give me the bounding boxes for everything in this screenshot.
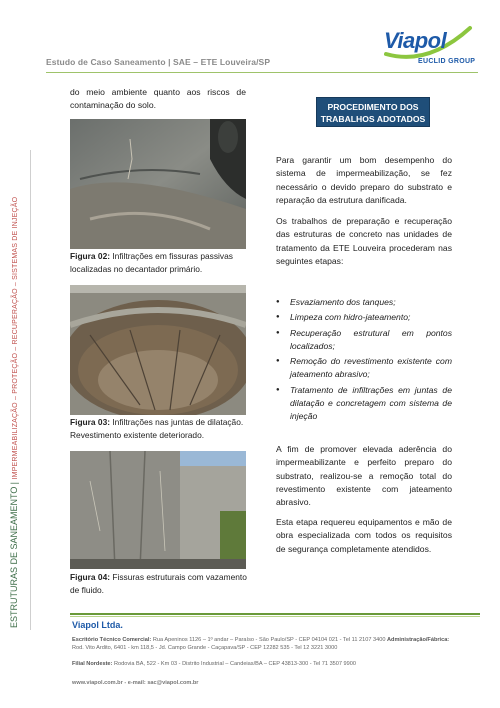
footer-divider-light [70,616,480,617]
viapol-logo [378,20,478,76]
list-item: ● Esvaziamento dos tanques; [276,296,452,309]
document-header-title: Estudo de Caso Saneamento | SAE – ETE Louveira/SP [46,57,271,67]
sidebar-divider [30,150,31,630]
paragraph-4: Esta etapa requereu equipamentos e mão de obra especializada com todos os requisitos de segurança completamente atendidos. [276,517,452,554]
section-heading-line2: TRABALHOS ADOTADOS [320,114,426,124]
footer-website-email[interactable]: www.viapol.com.br - e-mail: sac@viapol.com.br [72,680,199,686]
footer-address-line-2: Rod. Vito Ardito, 6401 - km 118,5 - Jd. Campo Grande - Caçapava/SP - CEP 12282 535 - Tel 12 3221 3000 [72,645,338,651]
footer-office-label: Escritório Técnico Comercial: [72,637,152,643]
header-divider [46,72,478,73]
list-item: ● Recuperação estrutural em pontos localizados; [276,327,452,354]
figure-03-text: Infiltrações nas juntas de dilatação. Revestimento existente deteriorado. [70,417,244,440]
list-item: ● Limpeza com hidro-jateamento; [276,311,452,324]
figure-02-text: Infiltrações em fissuras passivas localizadas no decantador primário. [70,251,233,274]
footer-address-line-1 [72,637,449,645]
sidebar-main-text: ESTRUTURAS DE SANEAMENTO [9,486,19,628]
paragraph-2: Os trabalhos de preparação e recuperação das estruturas de concreto nas unidades de tratamento da ETE Louveira procederam nas seguintes etapas: [276,216,452,266]
figure-02-photo [70,119,246,249]
footer-office-address: Rua Apeninos 1126 – 1º andar – Paraíso - São Paulo/SP - CEP 04104 021 - Tel 11 2107 3400 [152,637,386,643]
figure-03-label: Figura 03: [70,417,111,427]
figure-04-photo [70,451,246,569]
section-heading-line1: PROCEDIMENTO DOS [327,102,419,112]
footer-factory-label: Administração/Fábrica: [387,637,450,643]
logo-brand: Viapol [384,28,447,53]
sidebar-vertical-title: ESTRUTURAS DE SANEAMENTO | IMPERMEABILIZAÇÃO – PROTEÇÃO – RECUPERAÇÃO – SISTEMAS DE INJEÇÃO [9,196,19,628]
figure-02-caption [70,250,248,275]
list-item: ● Remoção do revestimento existente com jateamento abrasivo; [276,355,452,382]
procedure-steps-list [276,296,452,426]
section-heading-box [316,97,430,127]
footer-branch-address: Rodovia BA, 522 - Km 03 - Distrito Industrial – Candeias/BA – CEP 43813-300 - Tel 71 3507 9900 [113,661,357,667]
footer-branch-label: Filial Nordeste: [72,661,113,667]
footer-company-name: Viapol Ltda. [72,620,123,630]
figure-03-caption [70,416,248,441]
logo-subtitle: EUCLID GROUP [418,58,476,65]
sidebar-sub-text: IMPERMEABILIZAÇÃO – PROTEÇÃO – RECUPERAÇÃO – SISTEMAS DE INJEÇÃO [12,196,19,480]
paragraph-1: Para garantir um bom desempenho do sistema de impermeabilização, se fez necessário o devido preparo do substrato e reparação da estrutura danificada. [276,155,452,205]
footer-address-line-3 [72,661,356,669]
figure-02-label: Figura 02: [70,251,111,261]
figure-03-photo [70,285,246,415]
figure-04-label: Figura 04: [70,572,111,582]
list-item: ● Tratamento de infiltrações em juntas de dilatação e concretagem com sistema de injeção [276,384,452,424]
footer-divider [70,613,480,615]
figure-04-text: Fissuras estruturais com vazamento de fluido. [70,572,247,595]
intro-text: do meio ambiente quanto aos riscos de contaminação do solo. [70,87,246,111]
paragraph-3: A fim de promover elevada aderência do impermeabilizante e perfeito preparo do substrato, realizou-se a remoção total do revestimento existente com jateamento abrasivo. [276,444,452,508]
figure-04-caption [70,571,248,596]
